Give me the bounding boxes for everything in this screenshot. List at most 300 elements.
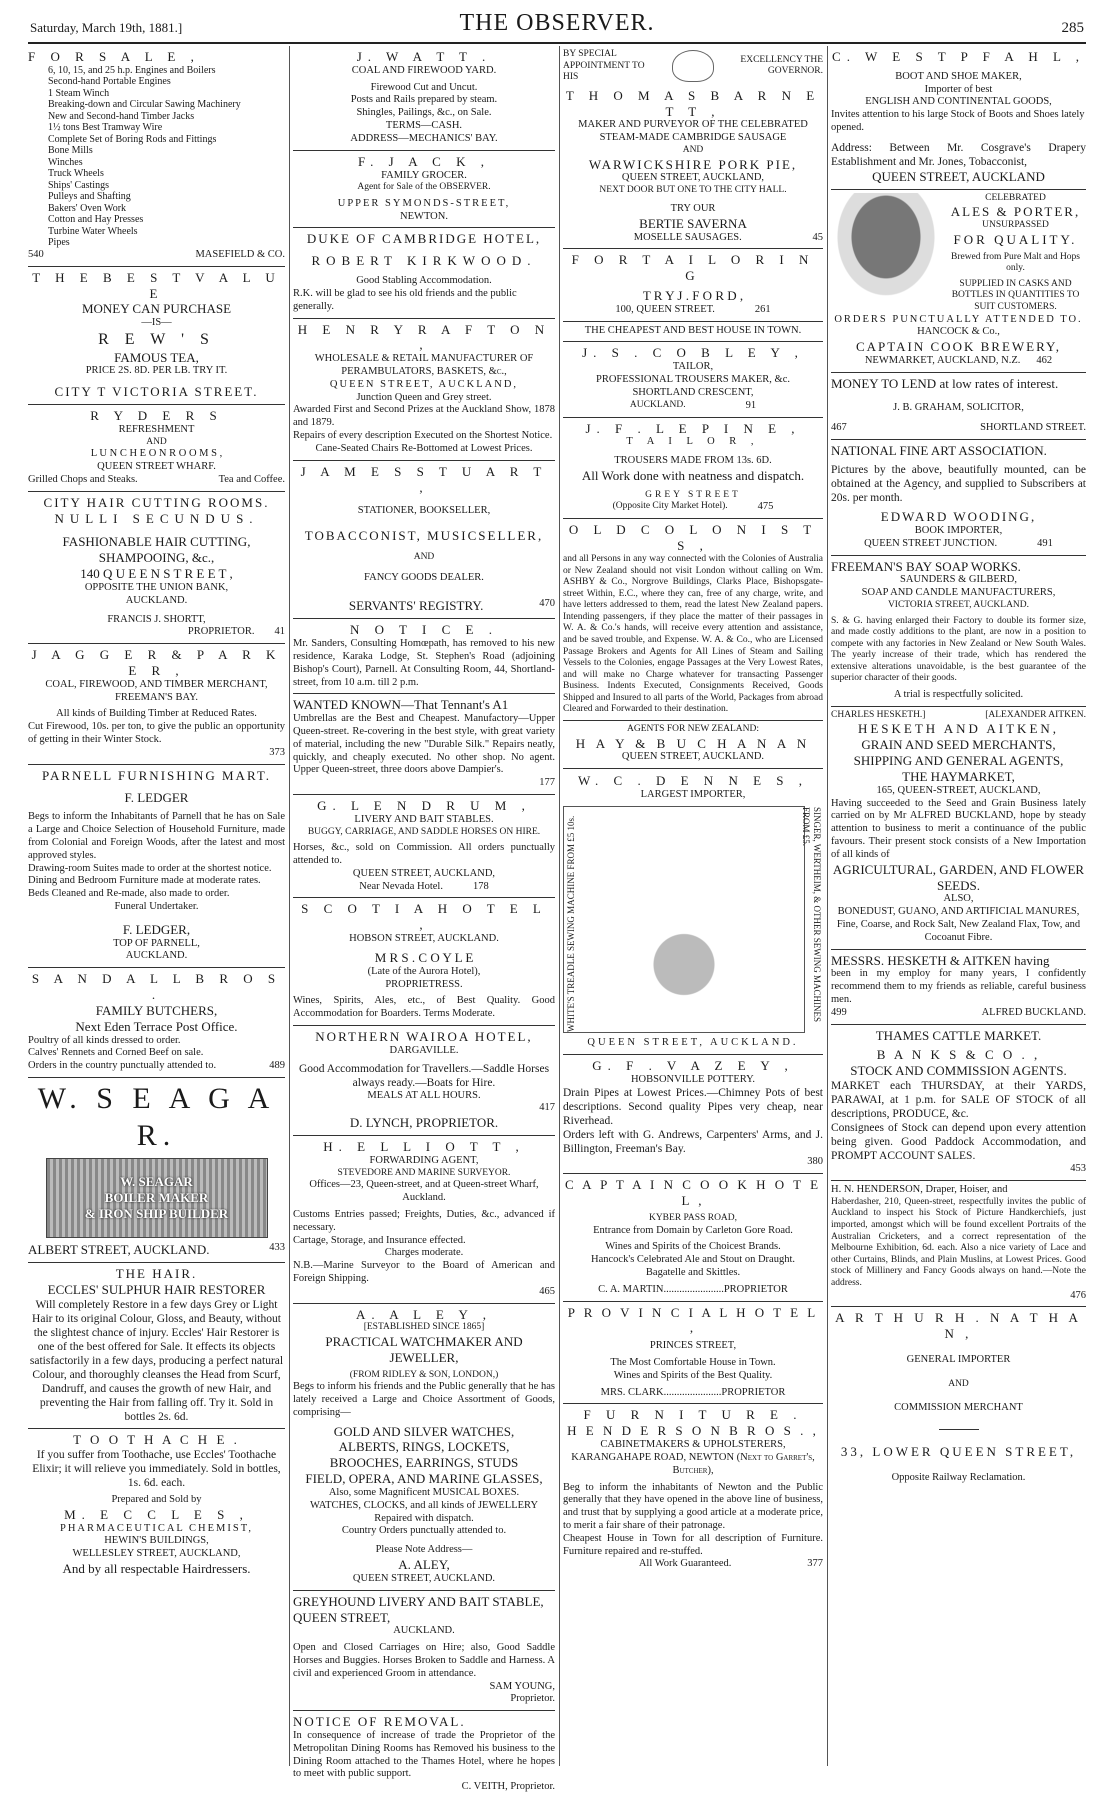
ad-heading: N O T I C E . (350, 622, 498, 638)
ad-line: TAILOR, (672, 361, 714, 373)
issue-date: Saturday, March 19th, 1881.] (30, 20, 183, 35)
ad-line: Agent for Sale of the OBSERVER. (357, 182, 491, 193)
ad-line: ALBERTS, RINGS, LOCKETS, (338, 1439, 510, 1455)
ad-line: BOOT AND SHOE MAKER, (895, 70, 1022, 82)
ad-heading: T H O M A S B A R N E T T , (565, 87, 821, 119)
ad-furniture (563, 1404, 823, 1571)
ad-body: If you suffer from Toothache, use Eccles' Toothache Elixir; it will relieve you immediately. Sold in bottles, 1s. 6d. each. (32, 1448, 281, 1489)
ad-line: PRINCES STREET, (649, 1340, 737, 1352)
ad-body: and all Persons in any way connected with the Colonies of Australia or New Zealand should not visit London without calling on Wm. ASHBY & Co., Norgrove Buildings, Clarks Place, Bishopsgate-street Within, E.C., where they can, free of any charge, write, and have letters addressed to them, read the latest New Zealand papers. Intending passengers, if they place the matter of their passages in W. A. & Co.'s hands, will receive every attention and assistance, and be saved trouble, and Expense. W. A. & Co., who are Licensed Passage Brokers and Agents for All Lines of Steam and Sailing Vessels to the Colonies, engage Passages at the Very Lowest Rates, and will make no Charge whatever for transacting Passenger Business. Indents Executed, Consignments Received, Goods Shipped and Insured to all parts of the World, Packages from abroad Cleared and Forwarded to their destination. (563, 553, 823, 715)
ad-number: 499 (831, 1006, 847, 1018)
ad-line: STEVEDORE AND MARINE SURVEYOR. (337, 1167, 511, 1178)
ad-line: LIVERY AND BAIT STABLES. (354, 813, 494, 825)
ad-line: CITY T VICTORIA STREET. (54, 384, 259, 400)
ad-line: 140 Q U E E N S T R E E T , (80, 566, 233, 582)
ad-heading: HESKETH AND AITKEN, (857, 721, 1060, 737)
ad-line: HEWIN'S BUILDINGS, (104, 1535, 209, 1547)
ad-sandall-bros (28, 968, 285, 1078)
ad-line: FRANCIS J. SHORTT, (107, 613, 206, 625)
ad-line: QUEEN STREET WHARF. (97, 461, 216, 473)
ad-line: STEAM-MADE CAMBRIDGE SAUSAGE (599, 132, 787, 144)
ad-line: MOSELLE SAUSAGES. (633, 231, 742, 243)
ad-line: Wines and Spirits of the Best Quality. (613, 1369, 773, 1381)
list-item: Winches (48, 156, 83, 168)
ad-henry-rafton (293, 319, 555, 461)
column-rule (827, 46, 828, 1766)
ad-heading: O L D C O L O N I S T S , (568, 522, 818, 554)
ad-money-to-lend (831, 373, 1086, 440)
ad-line: Proprietor. (510, 1693, 555, 1705)
ad-line: UNSURPASSED (982, 220, 1049, 231)
ad-line: FIELD, OPERA, AND MARINE GLASSES, (305, 1471, 543, 1487)
ad-line: Wines and Spirits of the Choicest Brands. (605, 1241, 781, 1253)
ad-line: MONEY CAN PURCHASE (81, 301, 232, 317)
ad-line: GENERAL IMPORTER (906, 1354, 1011, 1366)
ad-line: MAKER AND PURVEYOR OF THE CELEBRATED (578, 119, 808, 131)
ad-heading: THE CHEAPEST AND BEST HOUSE IN TOWN. (584, 324, 802, 336)
ad-line: UPPER SYMONDS-STREET, (337, 197, 511, 209)
ad-line: CHARLES HESKETH.] (831, 709, 926, 720)
ad-body: been in my employ for many years, I confidently recommend them to my friends as reliable, careful business men. (831, 968, 1086, 1006)
ad-line: Consignees of Stock can depend upon every attention being given. Good Paddock Accommodation, and PROMPT ACCOUNT SALES. (831, 1122, 1086, 1163)
ad-line: VICTORIA STREET, AUCKLAND. (887, 600, 1030, 611)
ad-line: L U N C H E O N R O O M S , (90, 448, 223, 460)
ad-best-value (28, 267, 285, 405)
ad-line: H E N D E R S O N B R O S . , (567, 1423, 819, 1439)
ad-vazey (563, 1055, 823, 1175)
ad-parnell-furnishing (28, 765, 285, 969)
ad-henderson-draper (831, 1181, 1086, 1307)
ad-number: 91 (745, 399, 757, 411)
ad-line: (Late of the Aurora Hotel), (367, 965, 481, 977)
ad-heading: F. J A C K , (357, 153, 490, 169)
ad-number: 491 (1037, 537, 1053, 549)
ad-heading: WANTED KNOWN—That Tennant's A1 (293, 697, 509, 713)
ad-line: Bagatelle and Skittles. (645, 1266, 741, 1278)
ad-line: Importer of best (924, 83, 993, 95)
ad-line: CELEBRATED (985, 192, 1046, 203)
ad-heading: THAMES CATTLE MARKET. (875, 1027, 1042, 1043)
list-item: Pulleys and Shafting (48, 191, 131, 203)
ad-line: CAPTAIN COOK BREWERY, (855, 339, 1062, 355)
ad-line: GRAIN AND SEED MERCHANTS, (861, 737, 1056, 753)
ad-line: C. VEITH, Proprietor. (461, 1781, 555, 1793)
ad-westpfahl (831, 46, 1086, 190)
ad-line: AND (948, 1378, 969, 1389)
ad-line: SHIPPING AND GENERAL AGENTS, (853, 753, 1064, 769)
ad-line: Cut Firewood, 10s. per ton, to give the public an opportunity of getting in their Winter Stock. (28, 721, 285, 746)
ad-heading: W. C . D E N N E S , (563, 768, 823, 789)
ad-heading: P R O V I N C I A L H O T E L , (567, 1304, 819, 1336)
ad-line: BY SPECIAL APPOINTMENT TO HIS (563, 49, 645, 83)
list-item: Bakers' Oven Work (48, 202, 127, 214)
ad-line: TROUSERS MADE FROM 13s. 6D. (614, 455, 772, 467)
ad-line: KARANGAHAPE ROAD, NEWTON (Next to Garret's, Butcher), (571, 1451, 815, 1476)
ad-line: QUEEN STREET, AUCKLAND. (352, 1572, 496, 1584)
ad-old-colonists (563, 519, 823, 721)
ad-number: 476 (1070, 1289, 1086, 1301)
ad-line: A trial is respectfully solicited. (893, 689, 1024, 701)
ad-line: Near Nevada Hotel. (359, 880, 443, 892)
ad-heading: R Y D E R S (90, 408, 223, 424)
ad-line: COAL, FIREWOOD, AND TIMBER MERCHANT, (45, 678, 268, 690)
sewing-machine-illustration (563, 806, 822, 1033)
ad-heading: J A M E S S T U A R T , (300, 463, 548, 495)
ad-line: Beds Cleaned and Re-made, also made to order. (28, 888, 230, 900)
ad-line: GOLD AND SILVER WATCHES, (333, 1423, 515, 1439)
ad-line: PROFESSIONAL TROUSERS MAKER, &c. (596, 374, 790, 386)
ad-heading: J. W A T T . (356, 49, 492, 64)
ad-line: GREY STREET (645, 489, 741, 500)
ad-heading: T H E B E S T V A L U E (32, 269, 281, 301)
ad-line: ECCLES' SULPHUR HAIR RESTORER (47, 1281, 266, 1297)
ad-line: Drawing-room Suites made to order at the shortest notice. (28, 862, 272, 874)
ad-line: LARGEST IMPORTER, (640, 789, 746, 801)
royal-crest-icon (672, 50, 714, 82)
ad-line: Orders in the country punctually attended to. (28, 1060, 217, 1072)
ad-line: AND (682, 145, 704, 156)
ad-line: D. LYNCH, PROPRIETOR. (349, 1115, 499, 1131)
ad-line: PERAMBULATORS, BASKETS, &c., (341, 366, 507, 378)
ad-line: Funeral Undertaker. (114, 900, 199, 912)
ad-line: Horses, &c., sold on Commission. All orders punctually attended to. (293, 842, 555, 866)
ad-heading: W. S E A G A R. (37, 1082, 276, 1152)
ad-signature: MASEFIELD & CO. (195, 248, 285, 260)
ad-duke-of-cambridge (293, 228, 555, 318)
ad-body: Umbrellas are the Best and Cheapest. Manufactory—Upper Queen-street. Re-covering in the best style, with great variety of material, including the new "Durable Silk." Repairs neatly, quickly, and cheaply executed. No other shop. No agent. Upper Queen-street, three doors above Dampier's. (293, 713, 555, 776)
ad-thomas-barnett (563, 46, 823, 249)
ad-line: AGENTS FOR NEW ZEALAND: (626, 724, 760, 735)
ad-scotia-hotel (293, 898, 555, 1026)
ad-line: QUEEN STREET, AUCKLAND, (352, 867, 496, 879)
ad-line: PROPRIETOR. (187, 626, 255, 638)
ad-number: 470 (539, 598, 555, 610)
ad-ryders (28, 405, 285, 492)
ad-greyhound (293, 1591, 555, 1712)
ad-line: QUEEN STREET, AUCKLAND. (587, 1036, 799, 1048)
ad-line: SAM YOUNG, (489, 1680, 555, 1692)
ad-line: AUCKLAND. (393, 1625, 455, 1637)
ad-line: H A Y & B U C H A N A N (575, 735, 811, 751)
ad-number: 177 (539, 777, 555, 789)
ad-heading: G. F . V A Z E Y , (592, 1057, 794, 1073)
ad-line: FAMILY GROCER. (381, 169, 467, 181)
ad-line: (FROM RIDLEY & SON, LONDON,) (349, 1369, 499, 1380)
ad-heading: MONEY TO LEND at low rates of interest. (831, 375, 1059, 391)
list-item: 6, 10, 15, and 25 h.p. Engines and Boilers (48, 64, 216, 76)
ad-line: EXCELLENCY THE GOVERNOR. (740, 54, 823, 77)
ad-heading: DUKE OF CAMBRIDGE HOTEL, (306, 231, 542, 247)
ad-line: Poultry of all kinds dressed to order. (28, 1034, 181, 1046)
ad-number: 489 (269, 1060, 285, 1072)
list-item: Truck Wheels (48, 168, 104, 180)
ad-line: F. LEDGER, (122, 921, 191, 937)
ad-line: AND (413, 552, 435, 563)
ad-notice-of-removal (293, 1711, 555, 1794)
ad-heading: H. N. HENDERSON, Draper, Hoiser, and (831, 1184, 1008, 1196)
ad-number: 433 (269, 1242, 285, 1254)
ad-line: TOBACCONIST, MUSICSELLER, (304, 528, 544, 544)
list-item: Pipes (48, 237, 70, 249)
ad-line: ROBERT KIRKWOOD. (311, 253, 537, 269)
ad-heading: H E N R Y R A F T O N , (297, 321, 551, 353)
ad-cobley (563, 342, 823, 417)
ad-heading: NOTICE OF REMOVAL. (293, 1714, 466, 1730)
ad-line: T A I L O R , (626, 436, 760, 448)
ad-line: Posts and Rails prepared by steam. (350, 94, 498, 106)
ad-line: AGRICULTURAL, GARDEN, AND FLOWER SEEDS. (832, 861, 1085, 893)
vertical-caption: WHITE'S TREADLE SEWING MACHINE FROM £5 10s. (566, 815, 576, 1032)
ad-heading: CITY HAIR CUTTING ROOMS. (43, 494, 270, 510)
ad-line: HANCOCK & Co., (917, 326, 1000, 338)
page-number: 285 (1061, 20, 1084, 36)
ad-line: QUEEN STREET, AUCKLAND. (621, 751, 765, 763)
ad-body: Will completely Restore in a few days Grey or Light Hair to its original Colour, Gloss, and Beauty, without the slightest chance of injury. Eccles' Hair Restorer is one of the best offered for Sale. It effects its objects satisfactorily in a few days, producing a perfect natural Colour, and thoroughly cleanses the Head from Scurf, Dandruff, and causes the growth of new Hair, and preventing the Hair from falling off. Try it. Sold in bottles 2s. 6d. (29, 1298, 284, 1423)
column-rule (289, 46, 290, 1766)
ad-line: BROOCHES, EARRINGS, STUDS (329, 1455, 519, 1471)
ad-line: Open and Closed Carriages on Hire; also, Good Saddle Horses and Buggies. Horses Broken to Saddle and Harness. A civil and experienced Groom in attendance. (293, 1642, 555, 1679)
ad-number: 465 (539, 1285, 555, 1297)
ad-line: [ALEXANDER AITKEN. (985, 709, 1086, 720)
ad-line: T R Y J . F O R D , (642, 288, 744, 304)
list-item: Turbine Water Wheels (48, 225, 138, 237)
ad-line: REFRESHMENT (118, 423, 195, 435)
ad-line: WELLESLEY STREET, AUCKLAND, (72, 1548, 241, 1560)
ad-heading: ALES & PORTER, (950, 204, 1081, 220)
ad-line: Customs Entries passed; Freights, Duties, &c., advanced if necessary. (293, 1208, 555, 1233)
ad-line: MRS. CLARK......................PROPRIETOR (600, 1386, 786, 1398)
ad-hesketh-aitken (831, 707, 1086, 950)
ad-messrs-hesketh (831, 950, 1086, 1025)
ad-line: DARGAVILLE. (389, 1044, 459, 1056)
ad-line: [ESTABLISHED SINCE 1865] (363, 1322, 485, 1333)
ad-line: ENGLISH AND CONTINENTAL GOODS, (865, 96, 1052, 108)
royal-appointment (563, 49, 823, 84)
ad-line: FAMILY BUTCHERS, (95, 1002, 218, 1018)
column-4 (831, 46, 1086, 1766)
ad-line: STATIONER, BOOKSELLER, (357, 505, 491, 517)
ad-line: ALBERT STREET, AUCKLAND. (28, 1242, 210, 1258)
ad-line: Orders left with G. Andrews, Carpenters' Arms, and J. Billington, Freeman's Bay. (563, 1129, 823, 1156)
for-sale-list (28, 65, 285, 249)
ad-line: Charges moderate. (384, 1247, 464, 1259)
ad-heading: H. E L L I O T T , (323, 1139, 525, 1155)
ad-for-sale (28, 46, 285, 267)
ad-line: (Opposite City Market Hotel). (612, 501, 728, 512)
ad-line: Shingles, Pailings, &c., on Sale. (356, 107, 492, 119)
ad-line: PROPRIETRESS. (385, 978, 463, 990)
ad-heading: A R T H U R H . N A T H A N , (835, 1310, 1082, 1342)
rooster-illustration (831, 193, 941, 303)
ad-line: AUCKLAND. (125, 950, 188, 962)
list-item: Complete Set of Boring Rods and Fittings (48, 133, 217, 145)
ad-line: And by all respectable Hairdressers. (62, 1560, 251, 1576)
ad-line: Offices—23, Queen-street, and at Queen-street Wharf, Auckland. (309, 1179, 539, 1204)
ad-line: Prepared and Sold by (111, 1493, 202, 1505)
ad-arthur-nathan (831, 1307, 1086, 1485)
ad-line: NEWMARKET, AUCKLAND, N.Z. (864, 354, 1021, 366)
ad-line: MARKET each THURSDAY, at their YARDS, PARAWAI, at 1 p.m. for SALE OF STOCK of all descriptions, PRODUCE, &c. (831, 1080, 1086, 1121)
ad-line: ALSO, (943, 893, 974, 905)
ad-line: FORWARDING AGENT, (369, 1154, 479, 1166)
ad-signature: ALFRED BUCKLAND. (981, 1006, 1086, 1018)
list-item: 1 Steam Winch (48, 87, 110, 99)
ad-heading: J. F . L E P I N E , (585, 420, 801, 436)
ad-number: 380 (807, 1156, 823, 1168)
ad-line: Dining and Bedroom Furniture made at moderate rates. (28, 875, 261, 887)
list-item: Ships' Castings (48, 179, 109, 191)
ad-line: NULLI SECUNDUS. (54, 510, 259, 526)
divider (939, 1429, 979, 1430)
ad-line: Next Eden Terrace Post Office. (75, 1018, 238, 1034)
ad-hancock-ales (831, 190, 1086, 373)
ad-number: 377 (807, 1558, 823, 1570)
ad-line: Calves' Rennets and Corned Beef on sale. (28, 1047, 204, 1059)
ad-line: Begs to inform his friends and the Public generally that he has lately received a Large and Choice Assortment of Goods, comprising— (293, 1381, 555, 1418)
ad-line: R.K. will be glad to see his old friends and the public generally. (293, 287, 517, 312)
column-1 (28, 46, 285, 1766)
ad-captain-cook-hotel (563, 1174, 823, 1301)
ad-body: Haberdasher, 210, Queen-street, respectfully invites the public of Auckland to inspect his Stock of Picture Handkerchiefs, just imported, amongst which will be found excellent Portraits of the Australian Cricketers, and a correct representation of the Melbourne Exhibition, 6d. each. Also a nice variety of Lace and other Curtains, Blinds, and Plain Muslins, at Lowest Prices. Good stock of Millinery and Fancy Goods always on hand.—Note the address. (831, 1196, 1086, 1288)
ad-line: Please Note Address— (375, 1544, 473, 1556)
list-item: Breaking-down and Circular Sawing Machinery (48, 99, 241, 111)
ad-line: COAL AND FIREWOOD YARD. (351, 64, 497, 76)
ad-line: QUEEN STREET, AUCKLAND (872, 168, 1045, 184)
ad-line: PRACTICAL WATCHMAKER AND JEWELLER, (325, 1333, 523, 1365)
ad-number: 41 (274, 626, 285, 638)
ad-line: COMMISSION MERCHANT (894, 1402, 1023, 1414)
ad-heading: F O R S A L E , (28, 49, 200, 64)
ad-line: Having succeeded to the Seed and Grain Business lately carried on by Mr ALFRED BUCKLAND, hope by steady attention to business to merit a continuance of the public favours. Their present stock consists of a New Importation of all kinds of (831, 797, 1086, 860)
ad-provincial-hotel (563, 1302, 823, 1405)
ad-heading: S C O T I A H O T E L , (301, 901, 547, 933)
ad-line: HOBSON STREET, AUCKLAND. (349, 933, 499, 945)
ad-line: Begs to inform the Inhabitants of Parnell that he has on Sale a Large and Choice Selection of Household Furniture, made from Colonial and Foreign Woods, after the latest and most approved styles. (28, 811, 285, 861)
ad-line: STOCK AND COMMISSION AGENTS. (850, 1063, 1067, 1079)
ad-line: QUEEN STREET, AUCKLAND, (329, 378, 519, 390)
ad-jack (293, 151, 555, 229)
ad-line: FANCY GOODS DEALER. (364, 571, 484, 583)
ad-soap-works (831, 556, 1086, 707)
ad-heading: J A G G E R & P A R K E R , (31, 647, 282, 679)
ad-wanted-known (293, 694, 555, 795)
ad-line: Junction Queen and Grey street. (356, 391, 492, 403)
ad-line: SHORTLAND STREET. (980, 422, 1086, 434)
column-2 (293, 46, 555, 1793)
ad-line: ADDRESS—MECHANICS' BAY. (350, 132, 498, 144)
illustration-text: W. SEAGAR (120, 1174, 193, 1190)
ad-line: Brewed from Pure Malt and Hops only. (950, 251, 1080, 274)
ad-line: QUEEN STREET, AUCKLAND, (621, 172, 765, 184)
ad-line: BERTIE SAVERNA (639, 215, 747, 231)
ad-line: AUCKLAND. (629, 399, 686, 410)
ad-line: FREEMAN'S BAY. (114, 691, 198, 703)
ad-line: Wines, Spirits, Ales, etc., of Best Quality. Good Accommodation for Boarders. Terms Moderate. (293, 995, 555, 1020)
ad-number: 45 (812, 231, 823, 243)
ad-cheapest-house (563, 322, 823, 343)
ad-heading: F O R T A I L O R I N G (571, 252, 815, 284)
ad-line: Entrance from Domain by Carleton Gore Road. (593, 1224, 793, 1236)
ad-heading: PARNELL FURNISHING MART. (41, 767, 272, 783)
ad-heading: C A P T A I N C O O K H O T E L , (564, 1177, 822, 1209)
ad-heading: G. L E N D R U M , (317, 797, 531, 813)
ad-city-hair-cutting (28, 492, 285, 644)
ad-line: ORDERS PUNCTUALLY ATTENDED TO. (834, 313, 1083, 325)
ad-line: Fine, Coarse, and Rock Salt, New Zealand Flax, Tow, and Cocoanut Fibre. (836, 918, 1081, 943)
masthead-title: THE OBSERVER. (459, 10, 655, 36)
ad-line: J. B. GRAHAM, SOLICITOR, (893, 401, 1024, 413)
ad-aley (293, 1304, 555, 1591)
ad-line: 165, QUEEN-STREET, AUCKLAND, (876, 784, 1041, 796)
ad-james-stuart (293, 461, 555, 620)
ad-line: NEWTON. (400, 210, 448, 222)
ad-notice (293, 619, 555, 694)
ad-line: BOOK IMPORTER, (914, 524, 1003, 536)
ad-heading: J. S . C O B L E Y , (582, 345, 804, 361)
list-item: Second-hand Portable Engines (48, 76, 171, 88)
ad-line: C. A. MARTIN.......................PROPRIETOR (598, 1283, 788, 1295)
ad-line: BUGGY, CARRIAGE, AND SADDLE HORSES ON HIRE. (307, 826, 541, 837)
list-item: Cotton and Hay Presses (48, 214, 144, 226)
ad-line: Invites attention to his large Stock of Boots and Shoes lately opened. (831, 109, 1085, 134)
ad-the-hair (28, 1263, 285, 1429)
ad-line: EDWARD WOODING, (880, 509, 1037, 525)
ad-line: SAUNDERS & GILBERD, (900, 574, 1017, 586)
ad-glendrum (293, 795, 555, 898)
advert-columns (28, 46, 1086, 1793)
ad-line: All Work Guaranteed. (638, 1558, 732, 1570)
ad-heading: GREYHOUND LIVERY AND BAIT STABLE, QUEEN STREET, (293, 1593, 544, 1625)
ad-line: Firewood Cut and Uncut. (370, 81, 478, 93)
ad-line: Cheapest House in Town for all description of Furniture. Furniture repaired and re-stuffed. (563, 1532, 823, 1557)
ad-number: 261 (754, 303, 771, 315)
ad-heading: S A N D A L L B R O S . (31, 971, 282, 1003)
ad-heading: MESSRS. HESKETH & AITKEN having (831, 952, 1050, 968)
ad-line: Opposite Railway Reclamation. (891, 1472, 1026, 1484)
ad-line: Hancock's Celebrated Ale and Stout on Draught. (591, 1254, 795, 1266)
ad-line: SHORTLAND CRESCENT, (632, 386, 754, 398)
ad-line: Grilled Chops and Steaks. (28, 473, 138, 485)
ad-line: A. ALEY, (398, 1557, 450, 1573)
ad-line: TERMS—CASH. (385, 120, 463, 132)
ad-line: AUCKLAND. (125, 594, 188, 606)
ad-heading: FREEMAN'S BAY SOAP WORKS. (831, 558, 1021, 574)
ad-line: Cartage, Storage, and Insurance effected. (293, 1234, 466, 1246)
ad-thames-cattle-market (831, 1025, 1086, 1181)
ad-dennes (563, 721, 823, 1055)
ad-number: 462 (1036, 354, 1053, 366)
ad-heading: T O O T H A C H E . (73, 1431, 240, 1447)
ad-line: WHOLESALE & RETAIL MANUFACTURER OF (314, 353, 534, 365)
ad-line: All Work done with neatness and dispatch. (581, 467, 805, 483)
ad-line: The Most Comfortable House in Town. (610, 1357, 776, 1369)
ad-number: 540 (28, 248, 44, 260)
ad-heading: NATIONAL FINE ART ASSOCIATION. (831, 443, 1047, 459)
ad-line: Cane-Seated Chairs Re-Bottomed at Lowest Prices. (315, 442, 533, 454)
ad-heading: NORTHERN WAIROA HOTEL, (315, 1028, 533, 1044)
ad-line: In consequence of increase of trade the Proprietor of the Metropolitan Dining Rooms has Removed his business to the Dining Room attached to the Thames Hotel, where he hopes to meet with public support. (293, 1730, 555, 1780)
page-header (28, 6, 1086, 44)
ad-northern-wairoa (293, 1026, 555, 1136)
ad-line: QUEEN STREET JUNCTION. (864, 537, 998, 549)
ad-heading: A. A L E Y , (356, 1306, 492, 1322)
ad-line: NEXT DOOR BUT ONE TO THE CITY HALL. (599, 185, 787, 196)
ad-line: M. E C C L E S , (64, 1506, 249, 1522)
ad-line: WATCHES, CLOCKS, and all kinds of JEWELLERY Repaired with dispatch. (309, 1499, 539, 1524)
list-item: 1½ tons Best Tramway Wire (48, 122, 163, 134)
ad-line: FASHIONABLE HAIR CUTTING, (62, 534, 251, 550)
ad-lepine (563, 418, 823, 520)
